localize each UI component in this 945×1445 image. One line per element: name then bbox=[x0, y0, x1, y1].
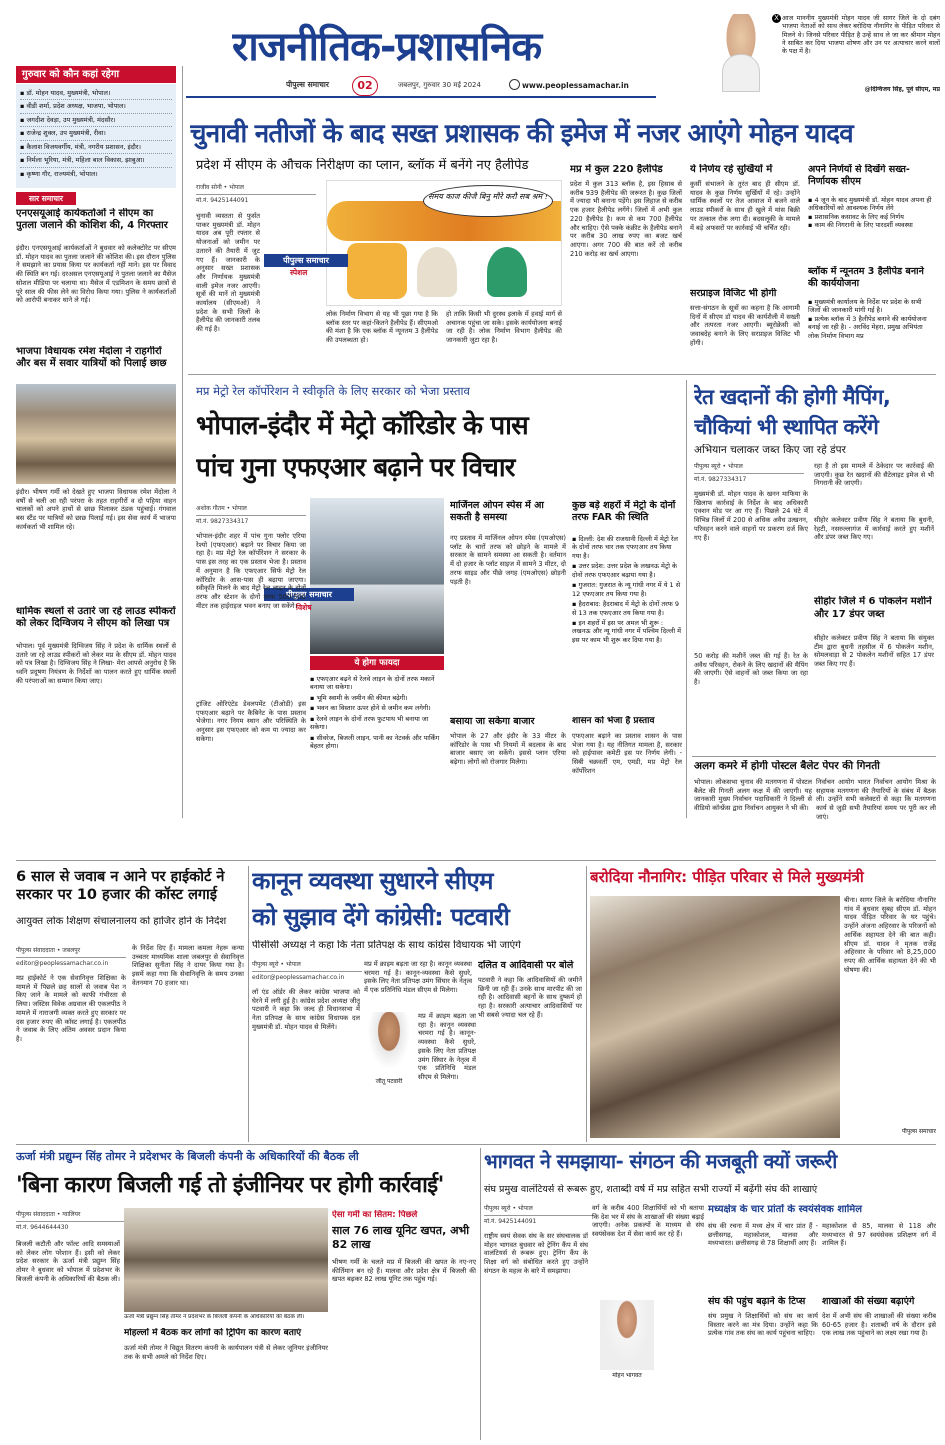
mos-headline: मार्जिनल ओपन स्पेस में आ सकती है समस्या bbox=[450, 500, 544, 523]
rss-col2: वर्ग के करीब 400 शिक्षार्थियों को भी बताया कि देश भर में संघ के शाखाओं की संख्या बढ़ाई जाएगी। अनेक प्रकल्पों के माध्यम से संघ स्वयंसेवक देश में सेवा कार्य कर रहे हैं। bbox=[592, 1204, 704, 1239]
mid-rule bbox=[16, 860, 936, 861]
market-headline: बसाया जा सकेगा बाजार bbox=[450, 716, 535, 727]
schedule-item: ▪ डॉ. मोहन यादव, मुख्यमंत्री, भोपाल। bbox=[20, 87, 172, 100]
power-box-headline: मोहल्लों में बैठक कर लोगों को ट्रिपिंग का कारण बताएं bbox=[124, 1328, 302, 1338]
benefit-item: ▪ रेलवे लाइन के दोनों तरफ फुटपाथ भी बनाया जा सकेगा। bbox=[310, 714, 429, 732]
mos-text: नए प्रस्ताव में मार्जिनल ओपन स्पेस (एमओएस) प्लॉट के चारों तरफ को छोड़ने के मामले में सरकार के सामने समस्या आ सकती है। वर्तमान में दो हजार के प्लॉट साइज में सामने 3 मीटर, दो तरफ साइड और पीछे जगह (एमओएस) छोड़नी पड़ती है। bbox=[450, 534, 566, 586]
sidebar-schedule bbox=[16, 84, 176, 188]
lead-col1: चुनावी व्यस्तता से फुर्सत पाकर मुख्यमंत्री डॉ. मोहन यादव अब पूरी रफ्तार से योजनाओं को जमीन पर उतारने की तैयारी में जुट गए हैं। जानकारी के अनुसार सख्त प्रशासक और निर्णायक मुख्यमंत्री वाली इमेज नजर आएगी। सूत्रों की मानें तो मुख्यमंत्री कार्यालय (सीएमओ) ने प्रदेश के सभी जिलों के हैलीपेड की जानकारी तलब की गई है। bbox=[196, 212, 260, 334]
sand-mobile: मो.नं. 9827334317 bbox=[694, 476, 747, 483]
hc-subhead: आयुक्त लोक शिक्षण संचालनालय को हाजिर होने के निर्देश bbox=[16, 916, 227, 927]
cartoon-speech: समय काज कीजै बिनु मौरे करौ सब श्रम ! bbox=[423, 185, 553, 217]
metro-right-divider bbox=[686, 380, 687, 818]
quote-author: @दिग्विजय सिंह, पूर्व सीएम, मप्र bbox=[864, 86, 940, 93]
power-photo-caption: ऊर्जा मंत्री प्रद्युम्न सिंह तोमर ने प्रदेशभर के बिजली कंपनी के अधिकारियों की बैठक ली। bbox=[124, 1314, 305, 1320]
far-headline: कुछ बड़े शहरों में मेट्रो के दोनों तरफ FAR की स्थिति bbox=[572, 500, 676, 523]
lead-subhead: प्रदेश में सीएम के औचक निरीक्षण का प्लान, ब्लॉक में बनेंगे नए हैलीपेड bbox=[196, 158, 529, 173]
dalit-text: पटवारी ने कहा कि आदिवासियों की जमीनें छिनी जा रही हैं। उनके साथ मारपीट की जा रही है। आदिवासी बहनों के साथ दुष्कर्म हो रहा है। सरकारी अत्याचार आदिवासियों पर भी सबसे ज्यादा चल रहे हैं। bbox=[478, 976, 582, 1019]
sand-headline-1: रेत खदानों की होगी मैपिंग, bbox=[694, 385, 891, 409]
cong-byline: पीपुल्स ब्यूरो • भोपाल bbox=[252, 960, 362, 972]
sand-col2: 50 करोड़ की मशीनें जब्त की गई हैं। रेत के अवैध परिवहन, रोकने के लिए खदानों की मैपिंग की जाएगी। ऐसे वाहनों को जब्त किया जा रहा है। bbox=[694, 652, 808, 687]
heat-headline: साल 76 लाख यूनिट खपत, अभी 82 लाख bbox=[332, 1224, 470, 1251]
postal-col2: निर्वाचन आयोग भारत निर्वाचन आयोग मिश्रा के सहायक मतगणना की तैयारियों के संबंध में बैठक ली। उन्होंने सभी कलेक्टरों से कहा कि मतगणना कार्य से जुड़ी सभी तैयारियां समय पर पूरी कर ली जाएं। bbox=[816, 778, 936, 821]
brand-name: पीपुल्स समाचार bbox=[286, 80, 329, 89]
section-title: राजनीतिक-प्रशासनिक bbox=[232, 24, 542, 70]
far-item: ▪ इन शहरों में इस पर अमल भी शुरू : लखनऊ और न्यू गांधी नगर में पश्चिम दिल्ली में इस पर काम भी शुरू कर दिया गया है। bbox=[572, 618, 681, 644]
rss-col1: राष्ट्रीय स्वयं सेवक संघ के सर संघचालक डॉ मोहन भागवत बुधवार को ट्रेनिंग कैंप में संघ वालंटियर्स से रूबरू हुए। ट्रेनिंग कैंप के शिक्षा वर्ग को संबोधित करते हुए उन्होंने संगठन के महत्व के बारे में समझाया। bbox=[484, 1232, 588, 1275]
metro-train-photo bbox=[310, 498, 444, 654]
dalit-headline: दलित व आदिवासी पर बोले bbox=[478, 960, 574, 971]
schedule-item: ▪ कैलाश विजयवर्गीय, मंत्री, नगरीय प्रशासन, इंदौर। bbox=[20, 141, 172, 154]
sand-bottom-rule bbox=[692, 756, 936, 757]
cong-headline-1: कानून व्यवस्था सुधारने सीएम bbox=[252, 867, 493, 895]
decisive-item: ▪ काम की निगरानी के लिए पारदर्शी व्यवस्था bbox=[808, 221, 913, 230]
rss-mobile: मो.नं. 9425144091 bbox=[484, 1218, 537, 1225]
baro-headline: बरोदिया नौनागिर: पीड़ित परिवार से मिले मुख्यमंत्री bbox=[590, 868, 864, 886]
bhagwat-caption: मोहन भागवत bbox=[612, 1372, 642, 1379]
sehore-headline: सीहोर जिले में 6 पोकलेन मशीनें और 17 डंपर जब्त bbox=[814, 596, 932, 620]
heat-kicker: ऐसा गर्मी का सितम: पिछले bbox=[332, 1210, 418, 1220]
rss-byline: पीपुल्स ब्यूरो • भोपाल bbox=[484, 1204, 594, 1216]
power-divider bbox=[480, 1148, 481, 1440]
baro-photo-credit: पीपुल्स समाचार bbox=[901, 1128, 936, 1135]
helipad-text: प्रदेश में कुल 313 ब्लॉक है, इस हिसाब से करीब 939 हैलीपेड की जरूरत है। कुछ जिलों में ज्यादा भी बनाना पड़ेंगे। इस लिहाज से करीब एक हजार हैलीपेड लगेंगे। जिलों में अभी कुल 220 हैलीपेड है। कम से कम 700 हैलीपेड और चाहिए। ऐसे पक्के कंक्रीट के हैलीपेड बनाने पर करीब 30 लाख रुपए का बजट खर्च आएगा। अगर 700 की बात करें तो करीब 210 करोड़ का खर्च आएगा। bbox=[570, 180, 682, 258]
benefit-list bbox=[310, 674, 444, 818]
metro-kicker: मप्र मेट्रो रेल कॉर्पोरेशन ने स्वीकृति के लिए सरकार को भेजा प्रस्ताव bbox=[196, 384, 470, 398]
hc-email: editor@peoplessamachar.co.in bbox=[16, 960, 109, 967]
sar-samachar-label: सार समाचार bbox=[16, 192, 76, 205]
metro-headline-1: भोपाल-इंदौर में मेट्रो कॉरिडोर के पास bbox=[196, 411, 528, 441]
lead-col2: लोक निर्माण विभाग से यह भी पूछा गया है कि ब्लॉक स्तर पर कहां-कितने हैलीपेड हैं। सीएमओ की मंशा है कि एक ब्लॉक में न्यूनतम 3 हैलीपेड की उपलब्धता हो। bbox=[326, 310, 438, 345]
cong-col1: लॉ एंड ऑर्डर की लेकर कांग्रेस भाजपा को घेरने में लगी हुई है। कांग्रेस प्रदेश अध्यक्ष जीतू पटवारी ने कहा कि जल्द ही विधानसभा में नेता प्रतिपक्ष के साथ कांग्रेस विधायक दल मुख्यमंत्री डॉ. मोहन यादव से मिलेंगे। bbox=[252, 988, 360, 1031]
digvijay-portrait bbox=[712, 14, 770, 92]
nsui-text: इंदौर। एनएसयूआई कार्यकर्ताओं ने बुधवार को कलेक्टोरेट पर सीएम डॉ. मोहन यादव का पुतला जलाने की कोशिश की। इस दौरान पुलिस ने समझाने का प्रयास किया पर कार्यकर्ता नहीं माने। इस पर विवाद की स्थिति बन गई। दरअसल एनएसयूआई ने पुतला जलाने का मैसेज सोशल मीडिया पर चलाया था। मैसेज में एडमिशन के समय छात्रों से पूरे साल की फीस लेने का विरोध किया गया। पुलिस ने कार्यकर्ताओं को आरोपी बनाकर थाने ले गई। bbox=[16, 244, 176, 305]
sidebar-header: गुरुवार को कौन कहां रहेगा bbox=[16, 66, 176, 83]
far-list bbox=[572, 534, 682, 710]
block-list bbox=[808, 298, 934, 366]
power-mobile: मो.नं. 9644644430 bbox=[16, 1224, 69, 1231]
lead-mobile: मो.नं. 9425144091 bbox=[196, 197, 249, 204]
hc-byline: पीपुल्स संवाददाता • जबलपुर bbox=[16, 946, 126, 958]
benefit-header: ये होगा फायदा bbox=[310, 656, 444, 670]
far-item: ▪ उत्तर प्रदेश: उत्तर प्रदेश के लखनऊ मेट्रो के दोनों तरफ एफएआर बढ़ाया गया है। bbox=[572, 562, 677, 579]
hc-divider bbox=[248, 866, 249, 1142]
heat-text: भीषण गर्मी के चलते मप्र में बिजली की खपत के नए-नए कीर्तिमान बन रहे हैं। मालवा और प्रदेश क्षेत्र में बिजली की खपत बढ़कर 82 लाख यूनिट तक पहुंच गई। bbox=[332, 1258, 476, 1284]
baro-photo bbox=[590, 896, 840, 1138]
decision-text: कुर्सी संभालने के तुरंत बाद ही सीएम डॉ. यादव के कुछ निर्णय सुर्खियों में रहे। उन्होंने धार्मिक स्थलों पर तेज आवाज में बजने वाले लाउड स्पीकरों के साथ ही खुले में मांस बिक्री पर तत्काल रोक लगा दी। बदसलूकी के मामले में बड़े अफसरों पर कार्रवाई भी चर्चित रही। bbox=[690, 180, 800, 232]
page-number: 02 bbox=[352, 76, 378, 96]
digvijay-text: भोपाल। पूर्व मुख्यमंत्री दिग्विजय सिंह ने प्रदेश के धार्मिक स्थलों से उतारे जा रहे लाउड स्पीकरों को लेकर मप्र के सीएम डॉ. मोहन यादव को पत्र लिखा है। दिग्विजय सिंह ने लिखा- मेरा आपसे अनुरोध है कि ध्वनि प्रदूषण नियंत्रण के निर्देशों का पालन करते हुए धार्मिक स्थलों की परंपराओं का सम्मान किया जाए। bbox=[16, 642, 176, 685]
lead-byline: राजीव सोनी • भोपाल bbox=[196, 183, 316, 195]
cong-col2: मप्र में क्राइम बढ़ता जा रहा है। कानून व्यवस्था चरमरा गई है। कानून-व्यवस्था कैसे सुधरे, इसके लिए नेता प्रतिपक्ष उमंग सिंघार के नेतृत्व में एक प्रतिनिधि मंडल सीएम से मिलेगा। bbox=[364, 960, 472, 995]
cong-headline-2: को सुझाव देंगे कांग्रेसी: पटवारी bbox=[252, 903, 510, 931]
postal-headline: अलग कमरे में होगी पोस्टल बैलेट पेपर की गिनती bbox=[694, 760, 880, 772]
decisive-item: ▪ 4 जून के बाद मुख्यमंत्री डॉ. मोहन यादव अपना ही अधिकारियों को आवश्यक निर्णय लेंगे bbox=[808, 196, 932, 213]
cong-email: editor@peoplessamachar.co.in bbox=[252, 974, 345, 981]
target-headline: संघ की पहुंच बढ़ाने के टिप्स bbox=[708, 1296, 806, 1307]
far-item: ▪ हैदराबाद: हैदराबाद में मेट्रो के दोनों तरफ 9 से 13 तक एफएआर तय किया गया है। bbox=[572, 600, 679, 617]
lead-headline: चुनावी नतीजों के बाद सख्त प्रशासक की इमेज में नजर आएंगे मोहन यादव bbox=[190, 119, 853, 149]
sand-col3: सीहोर कलेक्टर प्रवीण सिंह ने बताया कि बुधनी, रेहटी, नसरुल्लागंज में कार्रवाई करते हुए मशीनें और डंपर जब्त किए गए। bbox=[814, 516, 934, 542]
patwari-caption: जीतू पटवारी bbox=[375, 1078, 403, 1085]
block-item: ▪ मुख्यमंत्री कार्यालय के निर्देश पर प्रदेश के सभी जिलों की जानकारी मांगी गई है। bbox=[808, 298, 922, 315]
hc-text2: के निर्देश दिए हैं। मामला कमला नेहरू कन्या उच्चतर माध्यमिक शाला जबलपुर से सेवानिवृत्त शिक्षिका सुनीता सिंह ने दायर किया गया है। इसमें कहा गया कि सेवानिवृत्ति के समय उनका वेतनमान 70 हजार था। bbox=[132, 944, 244, 987]
metro-mobile: मो.नं. 9827334317 bbox=[196, 518, 249, 525]
helipad-headline: मप्र में कुल 220 हैलीपेड bbox=[570, 164, 663, 175]
sidebar-divider bbox=[182, 66, 183, 818]
power-box-text: ऊर्जा मंत्री तोमर ने विद्युत वितरण कंपनी के कार्यपालन यंत्री से लेकर जूनियर इंजीनियर तक के सभी अमले को निर्देश दिए। bbox=[124, 1344, 328, 1361]
metro-col1: भोपाल-इंदौर शहर में पांच गुना फ्लोर एरिया रेश्यो (एफएआर) बढ़ाने पर विचार किया जा रहा है। मप्र मेट्रो रेल कॉर्पोरेशन ने सरकार के पास इस तरह का एक प्रस्ताव भेजा है। प्रस्ताव में अनुमान है कि एफएआर सिर्फ मेट्रो रेल कॉरिडोर के आस-पास ही बढ़ाया जाएगा। स्वीकृति मिलने के बाद मेट्रो रेल लाइन के दोनों तरफ और स्टेशन के दोनों तरफ 500-500 मीटर तक हाईराइज भवन बनाए जा सकेंगे। bbox=[196, 532, 306, 610]
lower-rule bbox=[16, 1144, 936, 1145]
top-rule bbox=[186, 96, 656, 98]
schedule-item: ▪ जगदीश देवड़ा, उप मुख्यमंत्री, मंदसौर। bbox=[20, 114, 172, 127]
schedule-item: ▪ कृष्णा गौर, राज्यमंत्री, भोपाल। bbox=[20, 169, 98, 178]
lead-col3: हो ताकि किसी भी दुरस्थ इलाके में हवाई मार्ग से अचानक पहुंचा जा सके। इसके कार्ययोजना बनाई जा रही है। लोक निर्माण विभाग हैलीपेड की जानकारी जुटा रहा है। bbox=[446, 310, 562, 345]
cartoon-tag: स्पेशल bbox=[290, 268, 308, 277]
baro-text: बीना। सागर जिले के बरोदिया नौनागिर गांव में बुधवार सुबह सीएम डॉ. मोहन यादव पीड़ित परिवार के घर पहुंचे। उन्होंने अंजना अहिरवार के परिजनों को आर्थिक सहायता देने की बात कही। सीएम डॉ. यादव ने मृतक राजेंद्र अहिरवार के परिवार को 8,25,000 रुपए की आर्थिक सहायता देने की भी घोषणा की। bbox=[844, 896, 936, 974]
twitter-x-icon: X bbox=[772, 14, 781, 23]
hc-text: मप्र हाईकोर्ट ने एक सेवानिवृत्त शिक्षिका के मामले में पिछले छह सालों से जवाब पेश न किए जाने के मामले को काफी गंभीरता से लिया। जस्टिस विवेक अग्रवाल की एकलपीठ ने मामले में नाराजगी व्यक्त करते हुए सरकार पर दस हजार रुपए की कॉस्ट लगाई है। एकलपीठ ने जवाब के लिए अंतिम अवसर प्रदान किया है। bbox=[16, 974, 126, 1043]
hc-headline: 6 साल से जवाब न आने पर हाईकोर्ट ने सरकार पर 10 हजार की कॉस्ट लगाई bbox=[16, 869, 225, 904]
power-kicker: ऊर्जा मंत्री प्रद्युम्न सिंह तोमर ने प्रदेशभर के बिजली कंपनी के अधिकारियों की बैठक ली bbox=[16, 1150, 359, 1163]
quote-text: आज माननीय मुख्यमंत्री मोहन यादव जी सागर जिले के दो दबंग भाजपा नेताओं को साथ लेकर बरोदिया नौनागिर के पीड़ित परिवार से मिलने थे। जिनसे परिवार पीड़ित है उन्हें साथ ले जा कर श्रीमान मोहन ने साबित कर दिया भाजपा शोषण और उन पर अत्याचार करने वालों के पक्ष में है। bbox=[782, 14, 940, 56]
website-link[interactable]: www.peoplessamachar.in bbox=[522, 81, 629, 90]
visit-headline: सरप्राइज विजिट भी होगी bbox=[690, 288, 777, 299]
postal-col1: भोपाल। लोकसभा चुनाव की मतगणना में पोस्टल बैलेट की गिनती अलग कक्ष में की जाएगी। यह जानकारी मुख्य निर्वाचन पदाधिकारी ने दिल्ली से वीडियो कॉन्फ्रेंस द्वारा निर्वाचन आयुक्त ने भी की। bbox=[694, 778, 812, 813]
metro-headline-2: पांच गुना एफएआर बढ़ाने पर विचार bbox=[196, 453, 515, 483]
govt-text: एफएआर बढ़ाने का प्रस्ताव शासन के पास भेजा गया है। यह नीतिगत मामला है, सरकार को हाईपावर कमेटी इस पर निर्णय लेगी। - सिबी चक्रवर्ती एम, एमडी, मप्र मेट्रो रेल कॉर्पोरेशन bbox=[572, 732, 682, 775]
benefit-item: ▪ एफएआर बढ़ने से रेलवे लाइन के दोनों तरफ मकानें बनाया जा सकेगा। bbox=[310, 675, 435, 692]
schedule-item: ▪ वीडी शर्मा, प्रदेश अध्यक्ष, भाजपा, भोपाल। bbox=[20, 100, 172, 113]
rss-headline: भागवत ने समझाया- संगठन की मजबूती क्यों जरूरी bbox=[484, 1150, 837, 1173]
schedule-item: ▪ निर्मला भूरिया, मंत्री, महिला बाल विकास, झाबुआ। bbox=[20, 154, 172, 167]
cong-col2-cont: मप्र में क्राइम बढ़ता जा रहा है। कानून व्यवस्था चरमरा गई है। कानून-व्यवस्था कैसे सुधरे, इसके लिए नेता प्रतिपक्ष उमंग सिंघार के नेतृत्व में एक प्रतिनिधि मंडल सीएम से मिलेगा। bbox=[418, 1012, 476, 1081]
benefit-item: ▪ भूमि स्वामी के जमीन की कीमत बढ़ेगी। bbox=[310, 693, 408, 702]
market-text: भोपाल के 27 और इंदौर के 33 मीटर के कॉरिडोर के पास भी नियमों में बदलाव के बाद बाजार बसाए जा सकेंगे। इससे प्लान एरिया बढ़ेगा। लोगों को रोजगार मिलेगा। bbox=[450, 732, 566, 767]
mla-text: इंदौर। भीषण गर्मी को देखते हुए भाजपा विधायक रमेश मेंदोला ने वर्षों से चली आ रही परंपरा के तहत राहगीरों व दो पहिया वाहन चालकों को अपने हाथों से छाछ पिलाकर ठंडक पहुंचाई। गंगवाल बस स्टैंड पर यात्रियों को छाछ पिलाई गई। इस सेवा कार्य में भाजपा कार्यकर्ता भी शामिल रहे। bbox=[16, 488, 176, 531]
decisive-item: ▪ प्रशासनिक कसावट के लिए कई निर्णय bbox=[808, 212, 904, 221]
dateline: जबलपुर, गुरुवार 30 मई 2024 bbox=[398, 81, 481, 89]
visit-text: सत्ता-संगठन के सूत्रों का कहना है कि आगामी दिनों में सीएम डॉ यादव की कार्यशैली में सख्ती और तत्परता नजर आएगी। ब्यूरोक्रेसी को जवाबदेह बनाने के लिए सरप्राइज विजिट भी होंगी। bbox=[690, 304, 800, 347]
benefit-item: ▪ सीवरेज, बिजली लाइन, पानी का नेटवर्क और पार्किंग बेहतर होगा। bbox=[310, 733, 440, 751]
power-headline: 'बिना कारण बिजली गई तो इंजीनियर पर होगी कार्रवाई' bbox=[16, 1173, 444, 1198]
sand-byline: पीपुल्स ब्यूरो • भोपाल bbox=[694, 462, 804, 474]
bhagwat-photo bbox=[600, 1300, 654, 1370]
metro-photo-label: पीपुल्स समाचार bbox=[264, 588, 354, 601]
nsui-headline: एनएसयूआई कार्यकर्ताओं ने सीएम का पुतला जलाने की कोशिश की, 4 गिरफ्तार bbox=[16, 208, 168, 231]
central-text: संघ की रचना में मध्य क्षेत्र में चार प्रांत हैं - छत्तीसगढ़, महाकोशल, मालवा और मध्यभारत। छत्तीसगढ़ से 78 शिक्षार्थी आए हैं। bbox=[708, 1222, 818, 1248]
power-meeting-photo bbox=[124, 1208, 328, 1312]
metro-col2: ट्रांजिट ओरिएंटेड डेवलपमेंट (टीओडी) इस एफएआर बढ़ाने पर कैबिनेट के पास प्रस्ताव भेजेगा। नगर निगम स्थान और परिस्थिति के अनुसार इस एफएआर को कम या ज्यादा कर सकेगा। bbox=[196, 700, 306, 743]
globe-icon bbox=[509, 79, 520, 90]
power-byline: पीपुल्स संवाददाता • ग्वालियर bbox=[16, 1210, 126, 1222]
schedule-item: ▪ राजेन्द्र शुक्ल, उप मुख्यमंत्री, रीवा। bbox=[20, 127, 172, 140]
far-item: ▪ दिल्ली: देश की राजधानी दिल्ली में मेट्रो रेल के दोनों तरफ चार तक एफएआर तय किया गया है। bbox=[572, 535, 678, 560]
decision-headline: ये निर्णय रहे सुर्खियों में bbox=[690, 164, 773, 175]
shakha-text: देश में अभी संघ की शाखाओं की संख्या करीब 60-65 हजार है। शताब्दी वर्ष के दौरान इसे एक लाख तक पहुंचाने का लक्ष्य रखा गया है। bbox=[822, 1312, 936, 1338]
sehore-text: सीहोर कलेक्टर प्रवीण सिंह ने बताया कि संयुक्त टीम द्वारा बुधनी तहसील में 6 पोकलेन मशीन, सोमलवाड़ा से 2 पोकलेन मशीनों सहित 17 डंपर जब्त किए गए हैं। bbox=[814, 634, 934, 669]
sand-col1: मुख्यमंत्री डॉ. मोहन यादव के खनन माफिया के खिलाफ कार्रवाई के निर्देश के बाद अधिकारी एक्शन मोड पर आ गए हैं। पिछले 24 घंटे में विभिन्न जिलों में 200 से अधिक अवैध उत्खनन, परिवहन करने वाले वाहनों पर प्रकरण दर्ज किए गए हैं। bbox=[694, 490, 808, 542]
cartoon bbox=[326, 180, 562, 306]
digvijay-headline: धार्मिक स्थलों से उतारे जा रहे लाउड स्पीकरों को लेकर दिग्विजय ने सीएम को लिखा पत्र bbox=[16, 606, 176, 629]
sand-headline-2: चौकियां भी स्थापित करेंगे bbox=[694, 415, 879, 439]
block-item: ▪ प्रत्येक ब्लॉक में 3 हैलीपेड बनाने की कार्ययोजना बनाई जा रही है। - अरविंद मेहरा, प्रमुख अभियंता लोक निर्माण विभाग मप्र bbox=[808, 314, 927, 340]
rss-subhead: संघ प्रमुख वालंटियर्स से रूबरू हुए, शताब्दी वर्ष में मप्र सहित सभी राज्यों में बढ़ेंगी संघ की शाखाएं bbox=[484, 1184, 818, 1195]
metro-byline: अशोक गौतम • भोपाल bbox=[196, 504, 306, 516]
sand-col-a: रहा है तो इस मामले में ठेकेदार पर कार्रवाई की जाएगी। कुछ रेत खदानों की सैटेलाइट इमेज से भी निगरानी की जाएगी। bbox=[814, 462, 934, 488]
target-text: संघ प्रमुख ने शिक्षार्थियों को संघ का कार्य विस्तार करने का मंत्र दिया। उन्होंने कहा कि प्रत्येक गांव तक संघ का कार्य पहुंचना चाहिए। bbox=[708, 1312, 818, 1338]
central-text2: महाकोशल से 85, मालवा से 118 और मध्यभारत से 97 स्वयंसेवक प्रशिक्षण वर्ग में शामिल हैं। bbox=[822, 1222, 936, 1248]
benefit-item: ▪ भवन का विस्तार ऊपर होने से जमीन कम लगेगी। bbox=[310, 704, 431, 713]
decisive-headline: अपने निर्णयों से दिखेंगे सख्त-निर्णायक सीएम bbox=[808, 164, 910, 187]
metro-photo-tag: विशेष bbox=[296, 603, 312, 612]
lead-bottom-rule bbox=[188, 374, 936, 375]
central-headline: मध्यक्षेत्र के चार प्रांतों के स्वयंसेवक शामिल bbox=[708, 1204, 863, 1215]
cartoon-label: पीपुल्स समाचार bbox=[264, 254, 348, 267]
buttermilk-distribution-photo bbox=[16, 384, 176, 484]
sand-subhead: अभियान चलाकर जब्त किए जा रहे डंपर bbox=[694, 444, 846, 456]
patwari-photo bbox=[364, 1012, 414, 1076]
cong-subhead: पीसीसी अध्यक्ष ने कहा कि नेता प्रतिपक्ष के साथ कांग्रेस विधायक भी जाएंगे bbox=[252, 940, 521, 951]
govt-headline: शासन को भेजा है प्रस्ताव bbox=[572, 716, 655, 726]
block-headline: ब्लॉक में न्यूनतम 3 हैलीपेड बनाने की कार्ययोजना bbox=[808, 266, 924, 289]
mla-headline: भाजपा विधायक रमेश मेंदोला ने राहगीरों और बस में सवार यात्रियों को पिलाई छाछ bbox=[16, 346, 167, 369]
power-col1: बिजली कटौती और फॉल्ट आदि समस्याओं को लेकर लोग परेशान हैं। इसी को लेकर प्रदेश सरकार के ऊर्जा मंत्री प्रद्युम्न सिंह तोमर ने बुधवार को भोपाल में प्रदेशभर के बिजली कंपनी के अधिकारियों की बैठक ली। bbox=[16, 1240, 120, 1283]
shakha-headline: शाखाओं की संख्या बढ़ाएंगे bbox=[822, 1296, 915, 1307]
far-item: ▪ गुजरात: गुजरात के न्यू गांधी नगर में ये 1 से 12 एफएआर तय किया गया है। bbox=[572, 581, 681, 598]
decisive-list bbox=[808, 196, 934, 260]
cong-divider bbox=[586, 866, 587, 1142]
